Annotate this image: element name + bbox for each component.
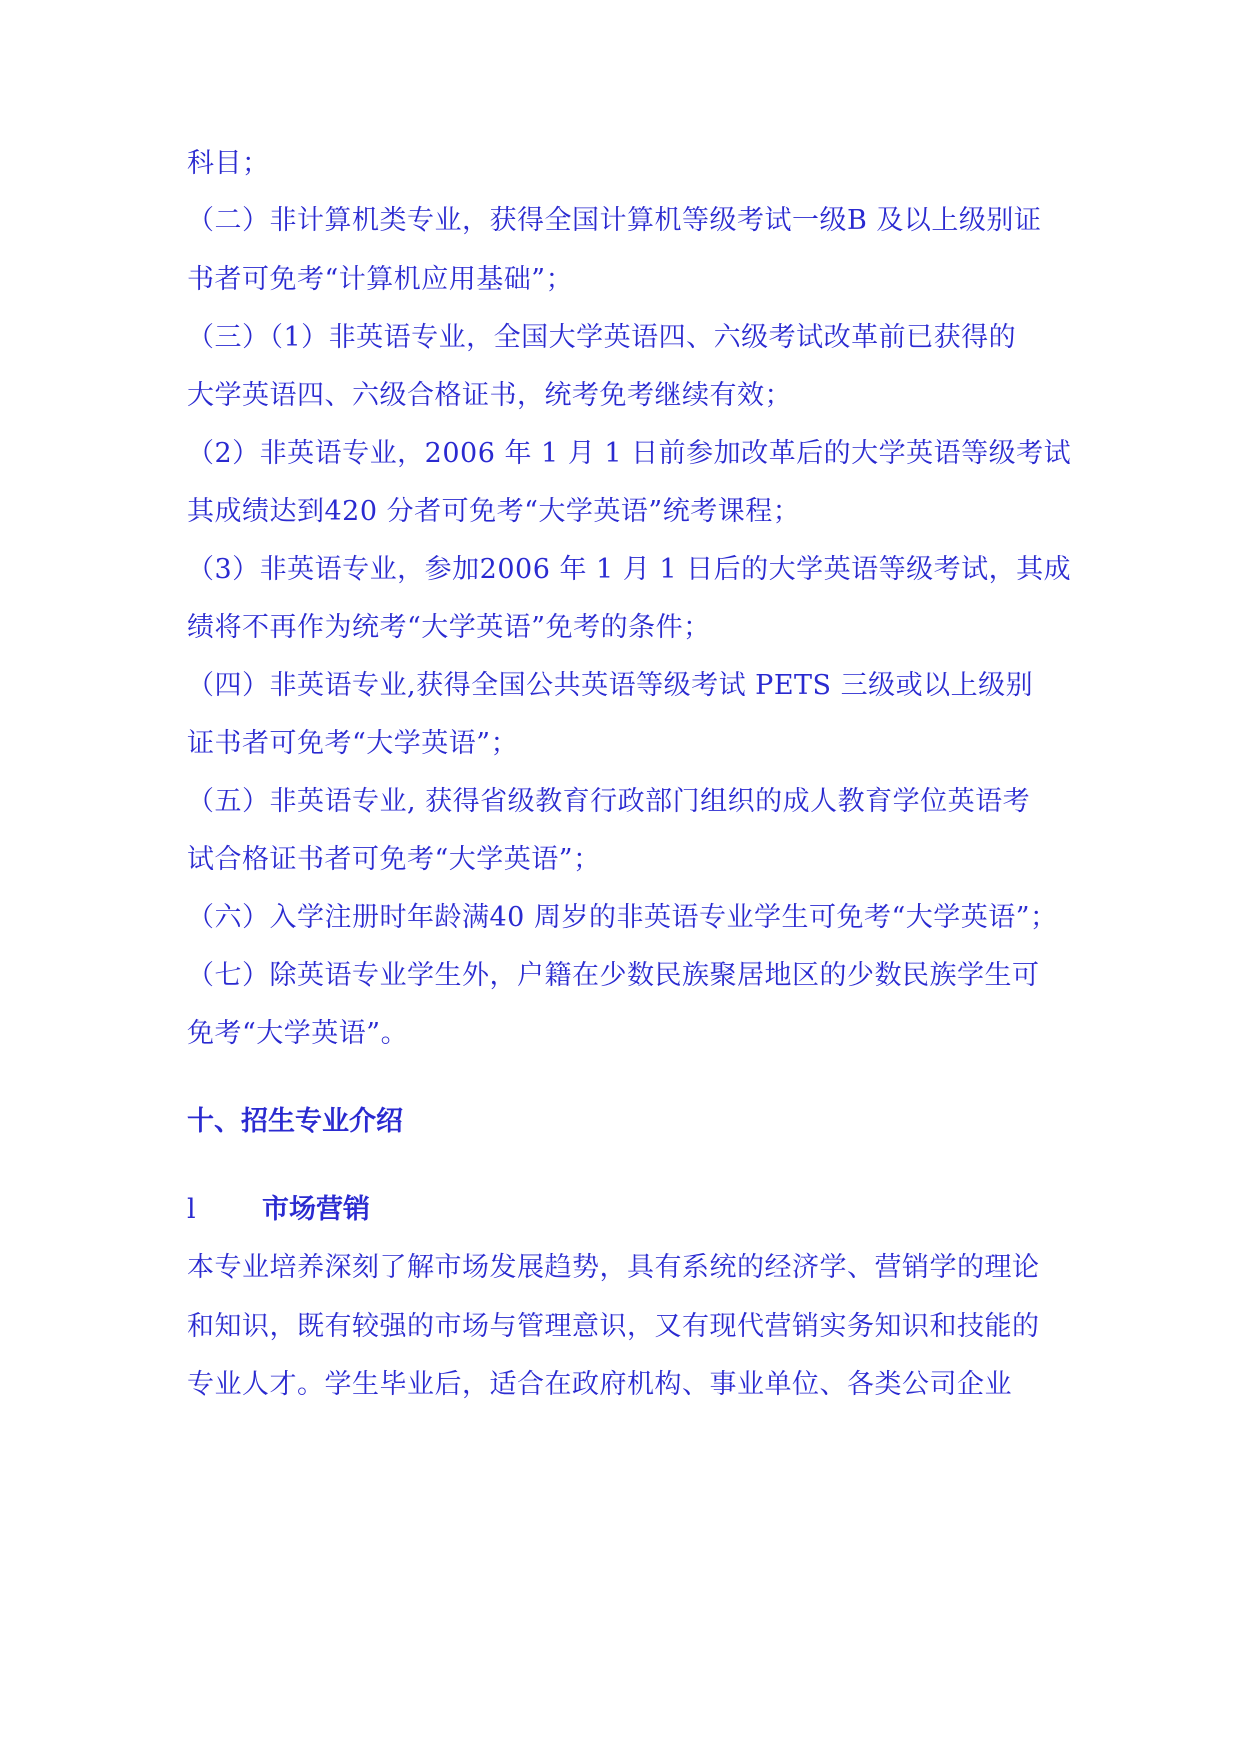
body-line: 专业人才。学生毕业后，适合在政府机构、事业单位、各类公司企业 [187,1369,1012,1400]
text-line: 书者可免考“计算机应用基础”； [187,264,574,295]
subsection-number: l [187,1194,196,1225]
text-line: （五）非英语专业, 获得省级教育行政部门组织的成人教育学位英语考 [187,786,1031,817]
text-line: 证书者可免考“大学英语”； [187,728,519,759]
section-heading: 十、招生专业介绍 [187,1106,403,1137]
body-line: 本专业培养深刻了解市场发展趋势，具有系统的经济学、营销学的理论 [187,1252,1040,1283]
text-line: 大学英语四、六级合格证书，统考免考继续有效； [187,380,792,411]
text-line: （2）非英语专业，2006 年 1 月 1 日前参加改革后的大学英语等级考试 [187,438,1072,469]
text-line: 绩将不再作为统考“大学英语”免考的条件； [187,612,711,643]
text-line: 免考“大学英语”。 [187,1018,409,1049]
text-line: （七）除英语专业学生外，户籍在少数民族聚居地区的少数民族学生可 [187,960,1040,991]
text-line: 科目； [187,148,270,179]
body-line: 和知识，既有较强的市场与管理意识，又有现代营销实务知识和技能的 [187,1311,1040,1342]
subsection-title: 市场营销 [262,1194,370,1225]
text-line: 试合格证书者可免考“大学英语”； [187,844,601,875]
text-line: （3）非英语专业，参加2006 年 1 月 1 日后的大学英语等级考试，其成 [187,554,1072,585]
text-line: （六）入学注册时年龄满40 周岁的非英语专业学生可免考“大学英语”； [187,902,1058,933]
text-line: （四）非英语专业,获得全国公共英语等级考试 PETS 三级或以上级别 [187,670,1034,701]
text-line: （三）（1）非英语专业，全国大学英语四、六级考试改革前已获得的 [187,322,1017,353]
text-line: 其成绩达到420 分者可免考“大学英语”统考课程； [187,496,801,527]
text-line: （二）非计算机类专业，获得全国计算机等级考试一级B 及以上级别证 [187,205,1042,236]
